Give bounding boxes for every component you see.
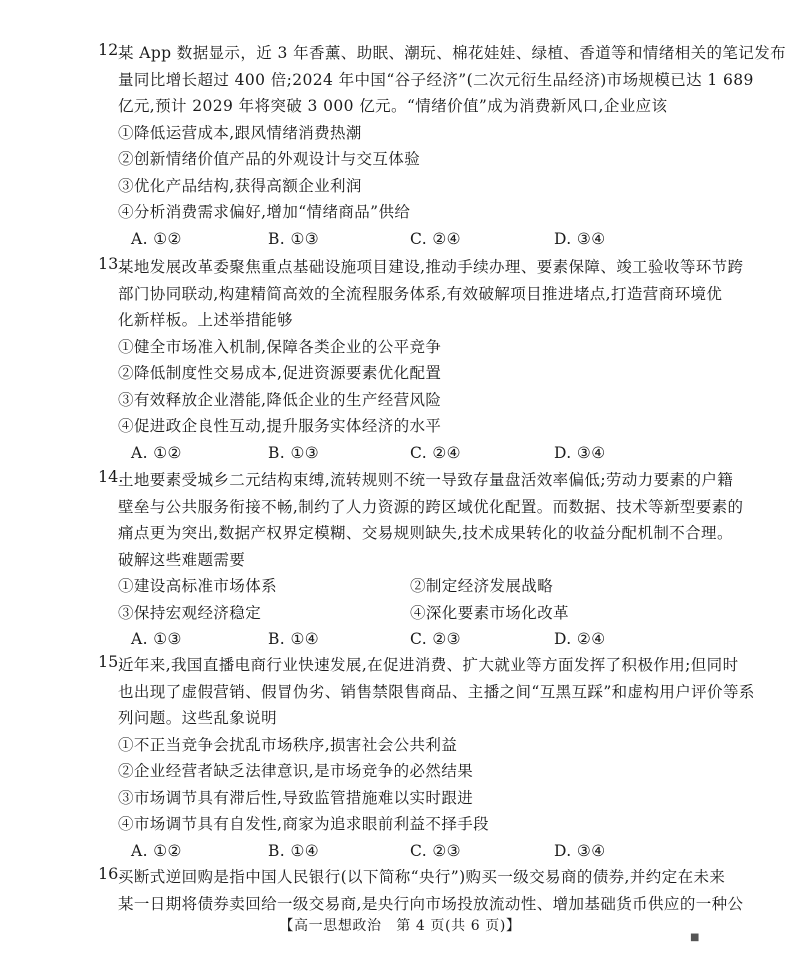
question-number: 14. [98,467,124,486]
question-14 [98,467,744,653]
question-number: 13. [98,254,124,273]
answer-c: C. ②④ [410,443,461,462]
option-4: ④深化要素市场化改革 [410,603,570,622]
stem-line: 买断式逆回购是指中国人民银行(以下简称“央行”)购买一级交易商的债券,并约定在未来 [118,868,726,886]
question-13 [98,254,744,466]
answer-b: B. ①④ [268,630,320,648]
option-row [118,600,700,627]
option-2: ②降低制度性交易成本,促进资源要素优化配置 [118,364,442,382]
answer-b: B. ①③ [268,443,320,462]
corner-mark: ■ [690,932,700,943]
stem-line: 列问题。这些乱象说明 [118,709,278,727]
answer-c: C. ②③ [410,630,461,648]
option-3: ③市场调节具有滞后性,导致监管措施难以实时跟进 [118,788,474,807]
question-stem [98,467,744,573]
page-footer: 【高一思想政治 第 4 页(共 6 页)】 [279,918,521,934]
stem-line: 壁垒与公共服务衔接不畅,制约了人力资源的跨区域优化配置。而数据、技术等新型要素的 [118,497,744,516]
stem-line: 痛点更为突出,数据产权界定模糊、交易规则缺失,技术成果转化的收益分配机制不合理。 [118,524,733,542]
option-row [118,573,700,600]
stem-line: 某 App 数据显示，近 3 年香薰、助眠、潮玩、棉花娃娃、绿植、香道等和情绪相关的笔记发布 [118,44,787,62]
answer-d: D. ③④ [554,443,606,462]
stem-line: 量同比增长超过 400 倍;2024 年中国“谷子经济”(二次元衍生品经济)市场规模已达 1 689 [118,70,754,89]
question-number: 12. [98,40,124,59]
answer-a: A. ①② [131,229,182,248]
answer-c: C. ②③ [410,841,461,860]
question-stem [98,40,787,120]
answer-b: B. ①③ [268,229,320,248]
answer-choices [118,626,700,653]
question-16 [98,864,744,917]
stem-line: 破解这些难题需要 [118,550,246,569]
answer-choices [118,226,700,253]
question-number: 16. [98,864,124,883]
option-3: ③优化产品结构,获得高额企业利润 [118,176,362,195]
stem-line: 土地要素受城乡二元结构束缚,流转规则不统一导致存量盘活效率偏低;劳动力要素的户籍 [118,471,734,489]
option-1: ①不正当竞争会扰乱市场秩序,损害社会公共利益 [118,735,458,754]
answer-choices [118,838,700,865]
answer-d: D. ②④ [554,630,606,648]
answer-a: A. ①② [131,443,182,462]
option-2: ②企业经营者缺乏法律意识,是市场竞争的必然结果 [118,762,474,780]
answer-d: D. ③④ [554,229,606,248]
stem-line: 化新样板。上述举措能够 [118,311,293,329]
stem-line: 亿元,预计 2029 年将突破 3 000 亿元。“情绪价值”成为消费新风口,企业应该 [118,97,668,115]
stem-line: 也出现了虚假营销、假冒伪劣、销售禁限售商品、主播之间“互黑互踩”和虚构用户评价等系 [118,682,755,701]
question-stem [98,254,744,334]
answer-a: A. ①② [131,841,182,860]
option-4: ④市场调节具有自发性,商家为追求眼前利益不择手段 [118,815,490,833]
stem-line: 部门协同联动,构建精简高效的全流程服务体系,有效破解项目推进堵点,打造营商环境优 [118,284,723,303]
question-12 [98,40,787,252]
question-15 [98,652,755,864]
stem-line: 某一日期将债券卖回给一级交易商,是央行向市场投放流动性、增加基础货币供应的一种公 [118,894,744,913]
option-4: ④分析消费需求偏好,增加“情绪商品”供给 [118,203,411,221]
stem-line: 近年来,我国直播电商行业快速发展,在促进消费、扩大就业等方面发挥了积极作用;但同时 [118,656,739,674]
option-4: ④促进政企良性互动,提升服务实体经济的水平 [118,417,442,435]
option-3: ③保持宏观经济稳定 [118,603,262,622]
option-1: ①建设高标准市场体系 [118,577,278,595]
option-3: ③有效释放企业潜能,降低企业的生产经营风险 [118,390,442,409]
question-number: 15. [98,652,124,671]
answer-d: D. ③④ [554,841,606,860]
option-1: ①健全市场准入机制,保障各类企业的公平竞争 [118,337,442,356]
option-1: ①降低运营成本,跟风情绪消费热潮 [118,123,362,142]
answer-a: A. ①③ [131,630,182,648]
answer-choices [118,440,700,467]
option-2: ②制定经济发展战略 [410,577,554,595]
question-stem [98,864,744,917]
answer-b: B. ①④ [268,841,320,860]
option-2: ②创新情绪价值产品的外观设计与交互体验 [118,150,421,168]
question-stem [98,652,755,732]
answer-c: C. ②④ [410,229,461,248]
stem-line: 某地发展改革委聚焦重点基础设施项目建设,推动手续办理、要素保障、竣工验收等环节跨 [118,258,744,276]
